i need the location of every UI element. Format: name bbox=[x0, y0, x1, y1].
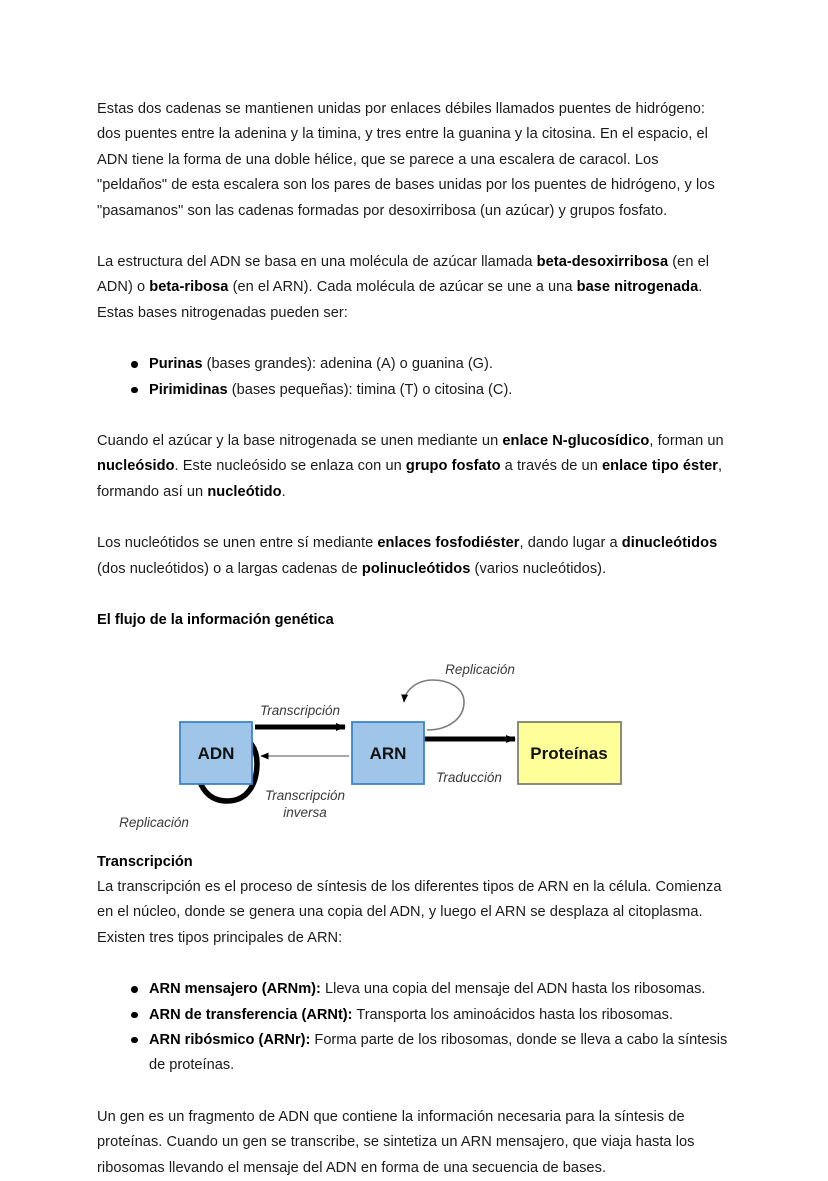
text-segment: . Estas bases nitrogenadas pueden ser: bbox=[97, 279, 703, 321]
bullet-icon bbox=[131, 387, 138, 394]
list-item bbox=[149, 977, 731, 1002]
text-segment: , forman un bbox=[649, 433, 724, 450]
paragraph-dna-structure: Estas dos cadenas se mantienen unidas por enlaces débiles llamados puentes de hidrógeno: dos puentes entre la adenina y la timina, y tres entre la guanina y la citosina. En el espacio, el ADN tiene la forma de una doble hélice, que se parece a una escalera de caracol. Los "peldaños" de esta escalera son los pares de bases unidas por los puentes de hidrógeno, y los "pasamanos" son las cadenas formadas por desoxirribosa (un azúcar) y grupos fosfato. bbox=[97, 101, 715, 219]
bold-enlaces-fosfodiester: enlaces fosfodiéster bbox=[377, 535, 520, 552]
genetic-information-flow-diagram bbox=[97, 658, 731, 850]
text-segment: (dos nucleótidos) o a largas cadenas de bbox=[97, 560, 362, 577]
bold-enlace-tipo-ester: enlace tipo éster bbox=[601, 458, 719, 475]
spacer bbox=[97, 951, 731, 977]
list-item-text: (bases grandes): adenina (A) o guanina (G). bbox=[202, 356, 493, 373]
diagram-label-replicacion-arn: Replicación bbox=[445, 661, 515, 677]
text-segment: a través de un bbox=[500, 458, 602, 475]
document-content bbox=[97, 97, 731, 1181]
bold-grupo-fosfato: grupo fosfato bbox=[405, 458, 501, 475]
text-segment: , dando lugar a bbox=[519, 535, 622, 552]
spacer bbox=[97, 1079, 731, 1105]
paragraph-gen: Un gen es un fragmento de ADN que contiene la información necesaria para la síntesis de proteínas. Cuando un gen se transcribe, se sintetiza un ARN mensajero, que viaja hasta los ribosomas llevando el mensaje del ADN en forma de una secuencia de bases. bbox=[97, 1108, 695, 1176]
spacer bbox=[97, 634, 731, 658]
bullet-icon bbox=[131, 361, 138, 368]
spacer bbox=[97, 326, 731, 352]
list-item-text: Lleva una copia del mensaje del ADN hasta los ribosomas. bbox=[320, 981, 706, 998]
text-segment: . bbox=[281, 483, 286, 500]
heading-flujo-informacion-genetica: El flujo de la información genética bbox=[97, 612, 334, 629]
diagram-node-proteinas-label: Proteínas bbox=[530, 743, 608, 763]
bold-enlace-n-glucosidico: enlace N-glucosídico bbox=[502, 433, 650, 450]
bold-beta-ribosa: beta-ribosa bbox=[149, 279, 229, 296]
list-item-term: Purinas bbox=[149, 356, 203, 373]
list-item-text: Transporta los aminoácidos hasta los ribosomas. bbox=[352, 1006, 673, 1023]
paragraph-fosfodiester bbox=[97, 531, 731, 582]
diagram-label-replicacion-adn: Replicación bbox=[119, 814, 189, 830]
diagram-label-transcripcion-inversa-line1: Transcripción bbox=[264, 787, 346, 803]
text-segment: (varios nucleótidos). bbox=[470, 560, 607, 577]
diagram-node-arn-label: ARN bbox=[369, 743, 407, 763]
paragraph-sugar-base bbox=[97, 250, 731, 326]
diagram-label-traduccion: Traducción bbox=[436, 769, 502, 785]
bullet-icon bbox=[131, 1037, 138, 1044]
text-segment: Cuando el azúcar y la base nitrogenada se unen mediante un bbox=[97, 433, 503, 450]
diagram-label-transcripcion: Transcripción bbox=[259, 702, 341, 718]
text-segment: . Este nucleósido se enlaza con un bbox=[174, 458, 406, 475]
list-item-term: ARN ribósmico (ARNr): bbox=[149, 1031, 311, 1048]
bold-nucleosido: nucleósido bbox=[97, 458, 175, 475]
list-bases-nitrogenadas bbox=[97, 352, 731, 403]
text-segment: (en el ADN) o bbox=[97, 254, 710, 296]
diagram-label-transcripcion-inversa-line2: inversa bbox=[283, 804, 327, 820]
list-item-text: (bases pequeñas): timina (T) o citosina (C). bbox=[227, 381, 513, 398]
spacer bbox=[97, 505, 731, 531]
list-item bbox=[149, 378, 731, 403]
text-segment: La estructura del ADN se basa en una molécula de azúcar llamada bbox=[97, 254, 537, 271]
list-item-text: Forma parte de los ribosomas, donde se lleva a cabo la síntesis de proteínas. bbox=[149, 1031, 728, 1074]
bullet-icon bbox=[131, 986, 138, 993]
heading-transcripcion: Transcripción bbox=[97, 853, 193, 870]
diagram-node-adn-label: ADN bbox=[197, 743, 235, 763]
bold-base-nitrogenada: base nitrogenada bbox=[576, 279, 699, 296]
paragraph-transcripcion: La transcripción es el proceso de síntesis de los diferentes tipos de ARN en la célula. Comienza en el núcleo, donde se genera una copia del ADN, y luego el ARN se desplaza al citoplasma. Existen tres tipos principales de ARN: bbox=[97, 878, 722, 946]
bullet-icon bbox=[131, 1012, 138, 1019]
bold-nucleotido: nucleótido bbox=[207, 483, 282, 500]
bold-beta-desoxirribosa: beta-desoxirribosa bbox=[536, 254, 669, 271]
list-item-term: ARN de transferencia (ARNt): bbox=[149, 1006, 353, 1023]
text-segment: (en el ARN). Cada molécula de azúcar se une a una bbox=[228, 279, 577, 296]
list-item-term: Pirimidinas bbox=[149, 381, 228, 398]
list-item bbox=[149, 352, 731, 377]
list-item-term: ARN mensajero (ARNm): bbox=[149, 981, 321, 998]
list-tipos-arn bbox=[97, 977, 731, 1079]
text-segment: , formando así un bbox=[97, 458, 723, 500]
spacer bbox=[97, 403, 731, 429]
spacer bbox=[97, 582, 731, 608]
list-item bbox=[149, 1003, 731, 1028]
bold-dinucleotidos: dinucleótidos bbox=[621, 535, 718, 552]
paragraph-nucleosido bbox=[97, 429, 731, 505]
bold-polinucleotidos: polinucleótidos bbox=[361, 560, 471, 577]
text-segment: Los nucleótidos se unen entre sí mediante bbox=[97, 535, 378, 552]
spacer bbox=[97, 224, 731, 250]
list-item bbox=[149, 1028, 731, 1079]
